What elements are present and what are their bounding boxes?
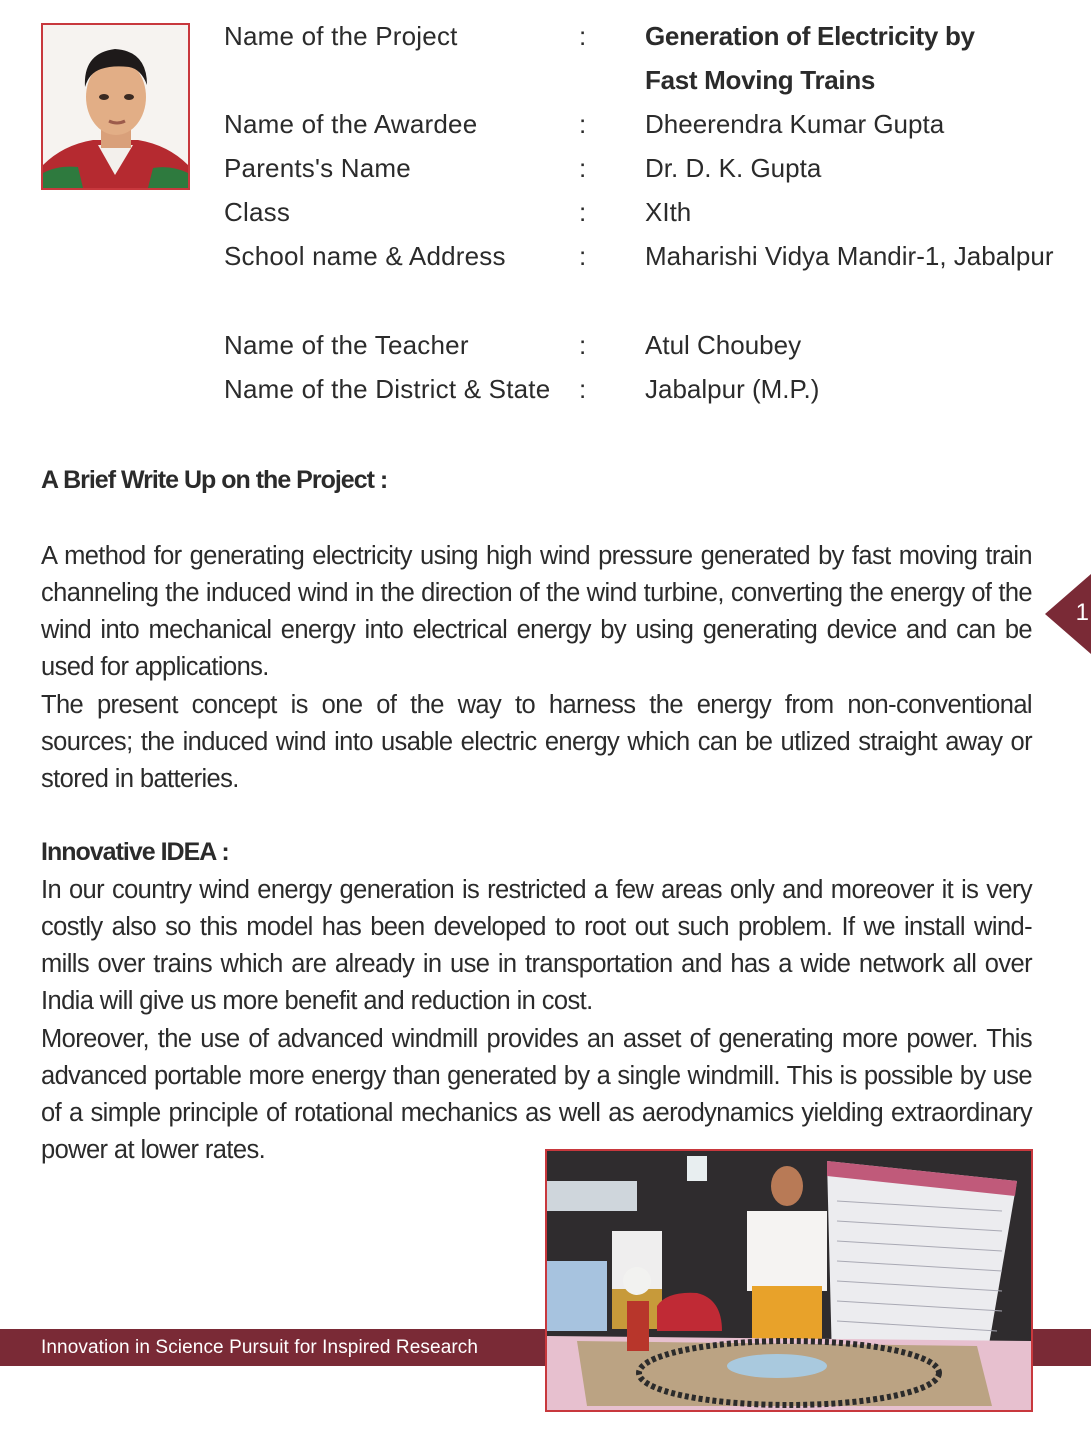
exhibit-image bbox=[547, 1151, 1031, 1410]
innovative-paragraph-1: In our country wind energy generation is restricted a few areas only and moreover it is very costly also so this model has been developed to root out such problem. If we install wind-mills over trains which are already in use in transportation and has a wide network all over India will give us more benefit and reduction in cost. bbox=[41, 876, 1032, 1015]
innovative-paragraph-2: Moreover, the use of advanced windmill provides an asset of generating more power. This advanced portable more energy than generated by a single windmill. This is possible by use of a simple principle of rotational mechanics as well as aerodynamics yielding extraordinary power at lower rates. bbox=[41, 1025, 1032, 1164]
info-label: Class bbox=[224, 197, 291, 227]
info-label: Parents's Name bbox=[224, 153, 411, 183]
info-label: Name of the Teacher bbox=[224, 330, 469, 360]
teacher-value: Atul Choubey bbox=[645, 330, 802, 360]
writeup-paragraph-2: The present concept is one of the way to harness the energy from non-conventional sources; the induced wind into usable electric energy which can be utlized straight away or stored in batteries. bbox=[41, 691, 1032, 793]
info-colon: : bbox=[579, 374, 587, 404]
page-number: 1 bbox=[1075, 599, 1089, 626]
info-label: Name of the District & State bbox=[224, 374, 551, 404]
parents-name-value: Dr. D. K. Gupta bbox=[645, 153, 822, 183]
portrait-image bbox=[43, 25, 188, 188]
info-colon: : bbox=[579, 109, 587, 139]
info-label: School name & Address bbox=[224, 241, 506, 271]
info-label: Name of the Project bbox=[224, 21, 458, 51]
writeup-paragraph-1: A method for generating electricity using high wind pressure generated by fast moving train channeling the induced wind in the direction of the wind turbine, converting the energy of the wind into mechanical energy into electrical energy by using generating device and can be used for applications. bbox=[41, 542, 1032, 681]
info-colon: : bbox=[579, 197, 587, 227]
info-colon: : bbox=[579, 241, 587, 271]
awardee-name-value: Dheerendra Kumar Gupta bbox=[645, 109, 945, 139]
school-value: Maharishi Vidya Mandir-1, Jabalpur bbox=[645, 241, 1054, 271]
info-colon: : bbox=[579, 153, 587, 183]
project-exhibit-photo bbox=[545, 1149, 1033, 1412]
project-name-value: Generation of Electricity by bbox=[645, 21, 975, 51]
info-label: Name of the Awardee bbox=[224, 109, 478, 139]
district-value: Jabalpur (M.P.) bbox=[645, 374, 820, 404]
class-value: XIth bbox=[645, 197, 692, 227]
writeup-heading: A Brief Write Up on the Project : bbox=[41, 466, 388, 494]
footer-tagline: Innovation in Science Pursuit for Inspired Research bbox=[41, 1337, 479, 1358]
project-name-value-line2: Fast Moving Trains bbox=[645, 65, 876, 95]
info-colon: : bbox=[579, 21, 587, 51]
innovative-heading: Innovative IDEA : bbox=[41, 838, 229, 866]
awardee-portrait-photo bbox=[41, 23, 190, 190]
info-colon: : bbox=[579, 330, 587, 360]
